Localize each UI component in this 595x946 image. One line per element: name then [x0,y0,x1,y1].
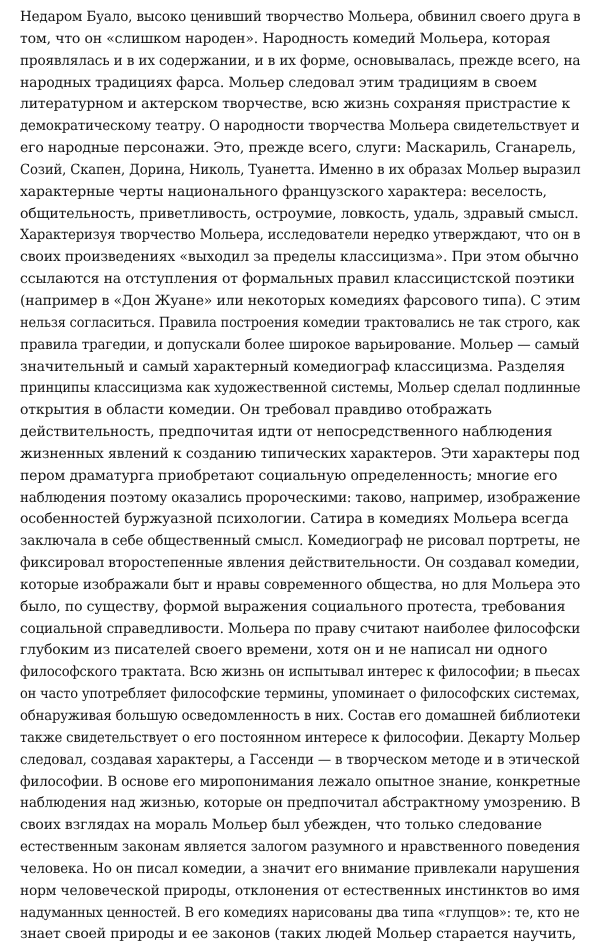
body-paragraph [20,7,580,946]
text-line: (например в «Дон Жуане» или некоторых комедиях фарсового типа). С этим [20,292,581,309]
text-line: пером драматурга приобретают социальную определенность; многие его [20,467,558,484]
text-line: своих произведениях «выходил за пределы классицизма». При этом обычно [20,249,579,266]
text-line: ссылаются на отступления от формальных правил классицистской поэтики [20,271,575,288]
text-line: социальной справедливости. Мольера по праву считают наиболее философски [20,620,581,637]
text-line: надуманных ценностей. В его комедиях нарисованы два типа «глупцов»: те, кто не [20,904,580,921]
text-line: человека. Но он писал комедии, а значит его внимание привлекали нарушения [20,860,580,877]
text-line: философии. В основе его миропонимания лежало опытное знание, конкретные [20,773,581,790]
text-line: глубоким из писателей своего времени, хотя он и не написал ни одного [20,642,548,659]
text-line: норм человеческой природы, отклонения от естественных инстинктов во имя [20,882,580,899]
text-line: наблюдения над жизнью, которые он предпочитал абстрактному умозрению. В [20,795,581,812]
text-line: обнаруживая большую осведомленность в них. Состав его домашней библиотеки [20,708,581,724]
text-line: значительный и самый характерный комедиограф классицизма. Разделяя [20,358,565,375]
text-line: проявлялась и в их содержании, и в их форме, основывалась, прежде всего, на [20,52,581,69]
text-line: фиксировал второстепенные явления действительности. Он создавал комедии, [20,555,580,572]
text-line: своих взглядах на мораль Мольер был убежден, что только следование [20,817,542,834]
text-line: которые изображали быт и нравы современного общества, но для Мольера это [20,576,581,593]
text-line: литературном и актерском творчестве, всю жизнь сохраняя пристрастие к [20,96,571,113]
text-line: знает своей природы и ее законов (таких людей Мольер старается научить, [20,926,577,943]
text-line: правила трагедии, и допускали более широкое варьирование. Мольер — самый [20,336,580,353]
text-line: Недаром Буало, высоко ценивший творчество Мольера, обвинил своего друга в [20,9,581,25]
text-line: Созий, Скапен, Дорина, Николь, Туанетта. Именно в их образах Мольер выразил [20,161,581,178]
text-line: было, по существу, формой выражения социального протеста, требования [20,598,566,615]
text-line: демократическому театру. О народности творчества Мольера свидетельствует и [20,118,580,135]
text-line: наблюдения поэтому оказались пророческими: таково, например, изображение [20,489,581,506]
text-line: характерные черты национального французского характера: веселость, [20,183,547,200]
text-line: естественным законам является залогом разумного и нравственного поведения [20,839,581,856]
text-line: народных традициях фарса. Мольер следовал этим традициям в своем [20,74,537,91]
text-line: особенностей буржуазной психологии. Сатира в комедиях Мольера всегда [20,511,569,528]
text-line: принципы классицизма как художественной системы, Мольер сделал подлинные [20,380,581,397]
text-line: также свидетельствует о его постоянном интересе к философии. Декарту Мольер [20,729,581,746]
text-line: том, что он «слишком народен». Народность комедий Мольера, которая [20,30,551,47]
text-line: его народные персонажи. Это, прежде всего, слуги: Маскариль, Сганарель, [20,140,577,157]
text-line: действительность, предпочитая идти от непосредственного наблюдения [20,424,553,441]
text-line: следовал, создавая характеры, а Гассенди — в творческом методе и в этической [20,751,580,768]
text-line: нельзя согласиться. Правила построения комедии трактовались не так строго, как [20,314,580,331]
text-line: он часто употребляет философские термины, упоминает о философских системах, [20,686,580,703]
text-line: заключала в себе общественный смысл. Комедиограф не рисовал портреты, не [20,533,581,550]
text-line: философского трактата. Всю жизнь он испытывал интерес к философии; в пьесах [20,664,580,681]
text-line: Характеризуя творчество Мольера, исследователи нередко утверждают, что он в [20,227,581,244]
text-line: жизненных явлений к созданию типических характеров. Эти характеры под [20,445,580,462]
text-line: общительность, приветливость, остроумие, ловкость, удаль, здравый смысл. [20,205,579,222]
text-line: открытия в области комедии. Он требовал правдиво отображать [20,402,492,419]
